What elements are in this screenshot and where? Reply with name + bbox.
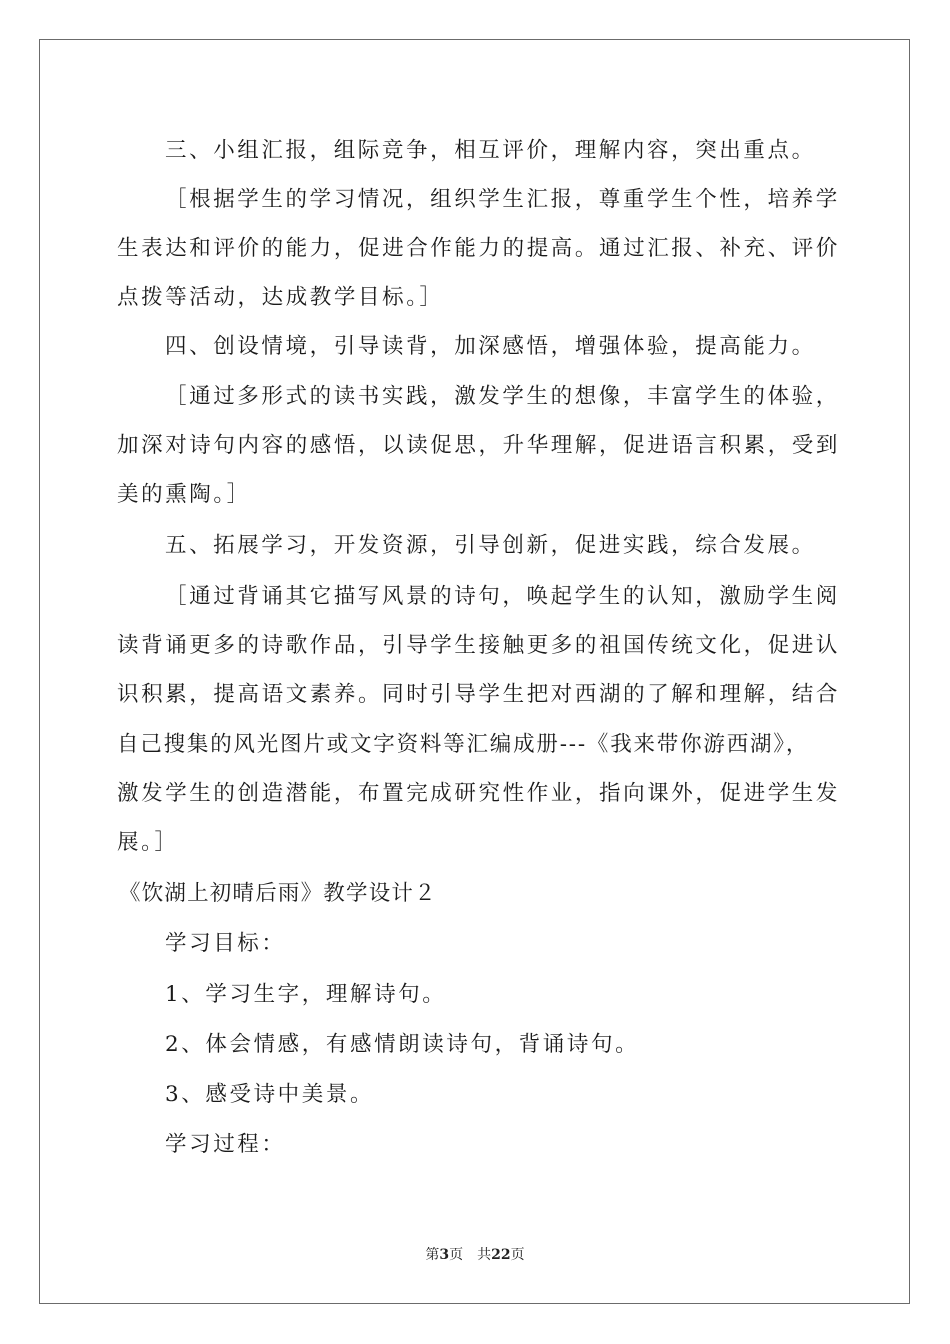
list-item: 3、感受诗中美景。 (165, 1082, 375, 1107)
paragraph-line: 激发学生的创造潜能，布置完成研究性作业，指向课外，促进学生发 (117, 781, 841, 806)
paragraph-line: 四、创设情境，引导读背，加深感悟，增强体验，提高能力。 (165, 334, 816, 359)
paragraph-line: 点拨等活动，达成教学目标。］ (117, 285, 444, 310)
list-item: 1、学习生字，理解诗句。 (165, 982, 447, 1007)
paragraph-line: ［通过背诵其它描写风景的诗句，唤起学生的认知，激励学生阅 (165, 584, 840, 609)
paragraph-line: 自己搜集的风光图片或文字资料等汇编成册---《我来带你游西湖》， (117, 732, 810, 757)
footer-page-suffix: 页 (510, 1247, 525, 1263)
paragraph-line: 五、拓展学习，开发资源，引导创新，促进实践，综合发展。 (165, 533, 816, 558)
list-item: 2、体会情感，有感情朗读诗句，背诵诗句。 (165, 1032, 640, 1057)
paragraph-line: ［通过多形式的读书实践，激发学生的想像，丰富学生的体验， (165, 384, 840, 409)
paragraph-line: 生表达和评价的能力，促进合作能力的提高。通过汇报、补充、评价 (117, 236, 841, 261)
page-footer (0, 1245, 950, 1265)
footer-total-pages: 22 (491, 1247, 511, 1263)
paragraph-line: 三、小组汇报，组际竞争，相互评价，理解内容，突出重点。 (165, 138, 816, 163)
section-heading: 《饮湖上初晴后雨》教学设计２ (119, 881, 437, 906)
page-border (39, 39, 910, 1304)
paragraph-line: 美的熏陶。］ (117, 482, 251, 507)
paragraph-line: 加深对诗句内容的感悟，以读促思，升华理解，促进语言积累，受到 (117, 433, 841, 458)
paragraph-line: 学习过程： (165, 1132, 286, 1157)
paragraph-line: 学习目标： (165, 931, 286, 956)
footer-page-prefix: 第 (425, 1247, 440, 1263)
paragraph-line: 展。］ (117, 830, 179, 855)
paragraph-line: ［根据学生的学习情况，组织学生汇报，尊重学生个性，培养学 (165, 187, 840, 212)
footer-page-mid: 页 共 (449, 1247, 492, 1263)
paragraph-line: 识积累，提高语文素养。同时引导学生把对西湖的了解和理解，结合 (117, 682, 841, 707)
footer-current-page: 3 (439, 1247, 450, 1263)
paragraph-line: 读背诵更多的诗歌作品，引导学生接触更多的祖国传统文化，促进认 (117, 633, 841, 658)
